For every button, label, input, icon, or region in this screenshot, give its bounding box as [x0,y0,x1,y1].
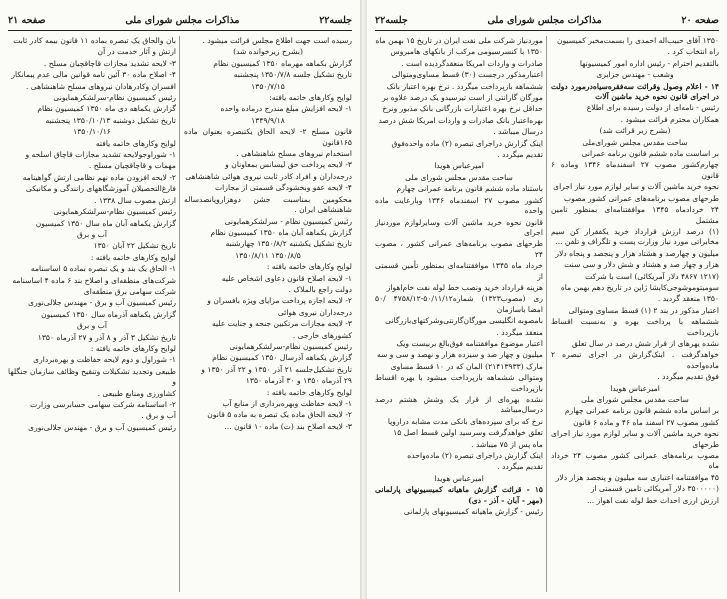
text-line: امیرعباس هویدا [610,383,660,393]
text-line: ۱- لایحه حفاظت وبهره‌برداری از منابع آب [222,399,352,408]
left-page-left-column [8,36,176,596]
text-line: دولت راجع بالملاک . [288,284,352,294]
text-line: آب و برق [77,229,107,239]
left-page-right-column [184,36,352,596]
text-line: طرحهای مصوب برنامه‌های عمرانی کشور مصوب [564,193,719,203]
text-line: درجه‌داران و افراد کادر ثابت نیروی هوائی شاهنشاهی [185,171,352,181]
right-session-label: جلسه۲۲ [375,14,408,26]
text-line: ساحت مقدس مجلس شورای‌ملی [582,137,688,147]
text-line: ۳- لایحه تشدید مجازات قاچاقچیان مسلح . [43,58,176,68]
text-line: ۱- شوراول و دوم لایحه حفاظت و بهره‌برداری [33,355,176,365]
text-line: اینک گزارش دراجرای تبصره (۲) ماده واحده‌فوق [391,138,543,148]
text-line: ۴۵ موافقتنامه اعتباری سه میلیون و پنجصد هزار دلار [555,472,719,482]
text-line: گزارش یکماهه آذرسال ۱۳۵۰ کمیسیون نظام [212,353,352,363]
text-line: ۱۳۴۹/۹/۱۸ [251,115,285,125]
text-line: رئیس کمیسیون آب و برق - مهندس جلالی‌نوری [28,298,176,308]
text-line: طرحهای مصوب برنامه‌های عمرانی کشور ، مصوب ۲۴ [375,239,543,259]
text-line: تقدیم میگردد . [497,462,543,472]
text-line: ماه پس از ۷۵ میباشد . [471,439,543,449]
text-line: ۱۳۵۰/۱۰/۱۶ [73,127,111,137]
text-line: امیرعباس هویدا [434,161,484,171]
text-line: باستناد ماده ششم قانون برنامه عمرانی چهارم [396,184,543,194]
left-page [0,0,360,599]
text-line: درجه‌داران نیروی هوائی [277,307,352,317]
text-line: ۲- لایحه اجازه پرداخت مزایای ویژه بافسران و [207,296,352,306]
text-line: ۱۴ - اعلام وصول وقرائت سه‌فقره‌سیاه‌درمورد دولت در اجرای قانون نحوه خرید ماشین آلات [551,81,719,102]
text-line: اینک گزارش دراجرای تبصره (۲) ماده‌واحده‌ [407,451,543,461]
text-line: چهارم‌کشور مصوب ۲۷ اسفندماه ۱۳۴۶ وماده ۶ قانون [551,160,719,180]
text-line: کشور مصوب ۲۷ اسفند ماه ۴۶ و ماده ۶ قانون [573,417,719,427]
text-line: ری (مصوب۱۳۲۳) شماره۵۰/۱۱/۱۲-۴۷۵۸/۱۲ /۵۰ امضا باسازمان [375,294,543,314]
right-page-header [375,12,719,28]
left-column-divider [179,36,180,592]
text-line: تاریخ تشکیل ۳ آذر و ۸ آذر و ۲۷ آذرماه ۱۳۵۰ [37,332,176,342]
text-line: اعتبارمذکور درجست (۳۰) قسط مساوی‌ومتوالی [391,70,543,80]
left-header-title: مذاکرات مجلس شورای ملی [125,14,240,26]
text-line: قانون مسلح ۲- لایحه الحاق یکتبصره بعنوان ماده ۱۶۵قانون [184,127,352,147]
text-line: رئیس - نامه‌ای از دولت رسیده برای اطلاع [586,103,719,113]
right-column-divider [546,36,547,592]
text-line: بر اساست ماده ششم قانون برنامه عمرانی [581,149,719,159]
text-line: ۲۹ آذرماه ۱۳۵۰ و ۳۰ آذرماه ۱۳۵۰ [245,376,352,386]
text-line: حداقل نرخ بهره اعتبارات بازرگانی بانک مذبور ونرخ [382,104,543,114]
text-line: ۴- اصلاح ماده ۳۰ آئین نامه قوانین مالی عدم پیمانکار [11,70,176,80]
text-line: مورگان گارانتی از است تیرسیدو یک درصد علاوه بر [382,93,543,103]
text-line: راه انتخاب کرد . [667,47,719,57]
text-line: ۴- لایحه عفو وبخشودگی قسمتی از مجازات [215,183,352,193]
text-line: ساحت مقدس مجلس شورای ملی [581,395,689,404]
text-line: مارک (۲۱۴۱۳۹۳۳) المان که در ۱۰ قسط مساوی [390,361,543,371]
text-line: گزارش یکماهه آذرماه سال ۱۳۵۰ کمیسیون [41,309,176,319]
text-line: رسیده است جهت اطلاع مجلس قرائت میشود . [202,36,352,45]
right-page [367,0,727,599]
text-line: محکومین بمناسبت جشن دوهزاروپانصدساله شاهنشاهی ایران . [184,194,352,215]
text-line: امیرعباس هویدا [434,473,484,483]
text-line: رئیس کمیسیون نظام-سرلشکرهمایونی [53,93,176,103]
text-line: هزار و چهار صد و هشتاد و شش دلار و سی سنت [564,260,719,270]
text-line: ۲- اساسنامه شرکت سهامی حسابرسی وزارت [30,400,176,409]
text-line: (بشرح زیر قرائت شد) [599,126,671,136]
text-line: نرخ که برای سپرده‌های بانکی مدت مشابه دراروپا [387,416,543,426]
text-line: تاریخ تشکیل دوشنبه ۱۳۵۰/۱۰/۱۳ پنجشنبه [45,115,176,125]
text-line: بالتقدیم احترام - رئیس اداره امور کمیسیونها [579,58,719,68]
text-line: (۱) درصد ارزش قرارداد خرید یکفقرار کن سیم مخابراتی مورد نیاز وزارت پست و تلگراف و تلفن ... [551,226,719,247]
text-line: تقدیم میگردد . [497,150,543,160]
text-line: مهمات و قاچاقچیان مسلح . [88,161,176,171]
text-line: (۳۵۰۰۰۰۰ دلار آمریکائی تامین قسمتی از [590,484,719,494]
text-line: نشده بهره‌ای از قرار یک وشش هشتم درصد درسال‌میباشد [375,395,543,415]
right-page-left-column [375,36,543,596]
text-line: میلیون و چهارصد و هشتاد هزار و پنجصد و پنجاه دلار [555,248,719,258]
text-line: ۱- لایحه اصلاح قانون دعاوی اشخاص علیه [221,273,352,283]
text-line: گزارش یکماهه آبان ماه ۱۳۵۰ کمیسیون نظام [210,227,352,237]
text-line: رئیس کمیسیون آب و برق - مهندس جلالی‌نوری [28,422,176,432]
text-line: (۱۲۱۷ ۴۸۶۷ دلار آمریکائی) است با شرکت [585,271,719,281]
text-line: آب و برق [77,321,107,331]
right-header-rule [375,30,719,31]
text-line: تاریخ تشکیل جلسه ۱۳۵۰/۷/۸ پنجشنبه [233,70,352,80]
text-line: بهره‌اعتبار بانک صادرات و واردات امریکا شش درصد [378,115,543,125]
text-line: وشعب - مهندس جزایری [596,70,674,80]
text-line: آب و برق . [141,411,176,421]
text-line: نشده یهرهای از قرار شش درصد در سال تعلق [572,338,719,348]
text-line: رئیس کمیسیون نظام - سرلشکرهمایونی [224,216,352,226]
text-line: نحوه خرید ماشین آلات و سایر لوازم مورد نیاز اجرای [553,182,719,192]
text-line: ۱- الحاق یک بند و یک تبصره بماده ۵ اساسنامه [30,264,176,274]
text-line: ششماهه بازپرداخت میگردد . نرخ بهره اعتبار بانک [386,81,543,91]
text-line: ومتوالی ششماهه بازپرداخت میشود با بهره اقساط بازپرداخت [375,373,543,393]
left-header-rule [8,30,352,31]
text-line: ۱۳۵۰/۸/۵ ۱۳۵۰/۸/۱۱ [235,250,301,260]
book-gutter [360,0,367,599]
text-line: بامصوبه انگلیسی مورگان‌گارنتی‌وشرکتهای‌بازرگانی [385,316,543,326]
text-line: استخدام نیروهای مسلح شاهنشاهی . [236,149,352,159]
text-line: تاریخ تشکیل یکشنبه ۱۳۵۰/۸/۲ چهارشنبه [225,239,352,249]
text-line: کشاورزی ومنابع طبیعی . [97,388,176,398]
text-line: همکاران محترم قرائت میشود . [620,114,719,124]
text-line: رئیس - گزارش ماهیانه کمیسیونهای پارلمانی [403,507,543,517]
text-line: تاریخ تشکیل‌جلسه ۲۱ آذر ۱۳۵۰ و ۲۲ آذر ۱۳۵۰ و [201,364,352,374]
text-line: طبیعی وتجدید تشکیلات وتنقیح وظائف سازمان جنگلها و [8,366,176,387]
text-line: صادرات و واردات امریکا منعقدگردیده است . [401,58,543,68]
text-line: ۱۳۵۰ آقای حبیب‌اله احمدی را بسمت‌مخبر کمیسیون [557,36,719,45]
text-line: گزارش یکماهه آبان ماه سال ۱۳۵۰ کمیسیون [35,218,176,228]
text-line: فارغ‌التحصیلان آموزشگاههای رانندگی و مکانیکی [25,184,176,194]
text-line: منعقد میگردد . [496,327,543,337]
text-line: هزینه قرارداد خرید ونصب خط لوله نفت خام‌اهواز [386,282,543,292]
text-line: ۱۳۵۰ منعقد گردید . [657,294,719,304]
left-session-label: جلسه۲۲ [319,14,352,26]
text-line: بان والحاق یک تبصره بماده ۱۱ قانون بیمه کادر ثابت [13,36,176,45]
text-line: قانون نحوه خرید ماشین آلات وسایرلوازم موردنیاز اجرای [375,217,543,237]
text-line: شرکت سهامی برق منطقه‌ای [83,286,176,296]
text-line: افسران وکادرهادان نیروهای مسلح شاهنشاهی . [25,81,176,91]
text-line: تعلق خواهدگرفت وسرسید اولین قسط اصل ۱۵ [393,428,543,438]
text-line: تاریخ تشکیل ۲۲ آبان ۱۳۵۰ [93,241,176,251]
left-page-number: صفحه ۲۱ [8,14,46,26]
text-line: ۱۵ - قرائت گزارش ماهیانه کمیسیونهای پارلمانی (مهر - آبان - آذر - دی) [375,485,543,505]
text-line: درسال میباشد . [493,127,543,137]
text-line: ۲- لایحه الحاق ماده یک تبصره به ماده ۵ قانون [207,410,352,420]
text-line: بر اساس ماده ششم قانون برنامه عمرانی چهارم [564,406,719,416]
text-line: ۲- لایحه افزودن ماده نهم نظامی ارتش گواهینامه [22,172,176,182]
text-line: نحوه خرید ماشین آلات و سایر لوازم مورد نیاز اجرای طرحهای [551,429,719,449]
text-line: ۳- لایحه مجازات مرتکبین جنحه و جنایت علیه [211,319,352,329]
text-line: ۱۳۵۰ با کنسرسیومی مرکب از بانکهای هامبروس [390,47,543,57]
text-line: ۳- لایحه اصلاح بند (ت) ماده ۱۰ قانون ... [224,421,352,431]
text-line: (بشرح زیرخوانده شد) [233,47,303,57]
text-line: اعتبار موضوع موافقتنامه فوق‌بالغ بربیست ویک [396,338,543,348]
text-line: موردنیاز شرکت ملی نفت ایران در تاریخ ۱۵ بهمن ماه [375,36,543,45]
text-line: ارزش ارزی احداث خط لوله نفت اهواز ... [586,495,719,505]
text-line: شرکت‌های منطقه‌ای و اصلاح بند ۶ ماده ۴ اساسنامه [12,275,176,285]
text-line: گزارش یکماهه دی ماه ۱۳۵۰ کمیسیون نظام [37,104,176,114]
text-line: ۱- لایحه افزایش مبلغ مندرج درماده واحده [220,104,352,114]
text-line: ساحت مقدس مجلس شورای ملی [405,172,513,182]
text-line: اعتبار مذکور در بند ۲ (۱) قسط مساوی ومتوالی [568,305,719,315]
text-line: ۳- لایحه پرداخت حق لیسانس بمعاونان و [225,160,352,170]
text-line: لوایح وکارهای خاتمه یافته : [266,387,352,397]
right-page-number: صفحه ۲۰ [681,14,719,26]
right-page-right-column [551,36,719,596]
text-line: مصوب برنامه‌های عمرانی کشور مصوب ۲۴ خرداد ماه [551,451,719,471]
text-line: رئیس کمیسیون نظام-سرلشکرهمایونی [53,207,176,217]
text-line: لوایح وکارهای خاتمه یافته : [90,343,176,353]
text-line: لوایح وکارهای خاتمه یافته [95,138,176,148]
text-line: فوق تقدیم میگردد . [657,372,719,382]
text-line: میلیون و چهار صد و سیزده هزار و نهصد و سی و سه [376,350,543,360]
text-line: خواهدگرفت . اینک‌گزارش در اجرای تبصره ۲ ماده‌واحده [551,350,719,370]
text-line: ارتش مصوب سال ۱۳۳۸ . [94,195,176,205]
text-line: ۱- شوراوجولایحه تشدید مجازات قاچاق اسلحه و [25,150,176,160]
text-line: کشورهای خارجی . [292,330,352,340]
text-line: گزارش بکماهه مهرماه ۱۳۵۰ کمیسیون نظام [213,58,352,68]
text-line: ارتش و آثار خدمت در آن [97,47,176,57]
text-line: لوایح وکارهای خاتمه یافته: [269,93,352,103]
text-line: رئیس کمیسیون نظام-سرلشکرهمایونی [229,341,352,351]
text-line: خرداد ماه ۱۳۴۵ موافقتنامه‌ای بمنظور تأمین قسمتی از [375,261,543,281]
text-line: کشور مصوب ۲۷ اسفندماه ۱۳۴۶ وبارعایت ماده واحده [375,195,543,216]
text-line: سومیتوموشوجی‌کایشا ژاپن در تاریخ دهم بهمن ماه [560,282,719,292]
text-line: لوایح وکارهای خاتمه یافته : [266,262,352,272]
right-header-title: مذاکرات مجلس شورای ملی [487,14,602,26]
text-line: ششماهه با پرداخت بهره و به‌نسبت اقساط بازپرداخت [551,317,719,337]
text-line: لوایح وکارهای خاتمه یافته : [90,252,176,262]
text-line: ۱۳۵۰/۷/۱۵ [251,81,285,91]
left-page-header [8,12,352,28]
text-line: ۲۴ خردادماه ۱۳۴۵ موافقتنامه‌ای بمنظور تامین مشتمل [551,205,719,225]
